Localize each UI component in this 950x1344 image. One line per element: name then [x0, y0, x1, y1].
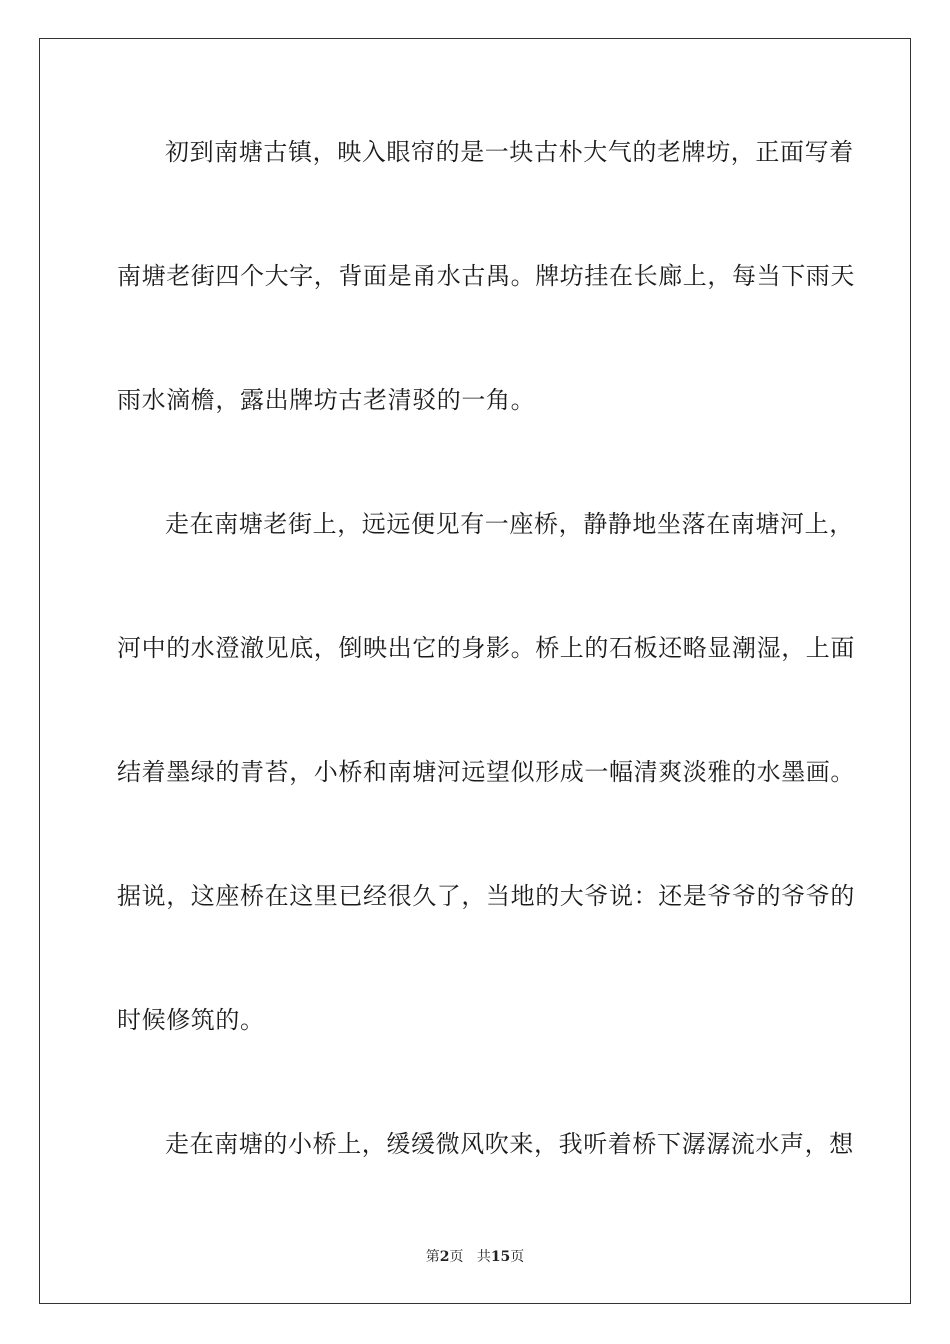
paragraph-2-line-3: 结着墨绿的青苔，小桥和南塘河远望似形成一幅清爽淡雅的水墨画。	[117, 758, 855, 786]
page-footer	[0, 1247, 950, 1267]
total-suffix: 页	[510, 1249, 525, 1265]
paragraph-1-line-2: 南塘老街四个大字，背面是甬水古禺。牌坊挂在长廊上，每当下雨天	[117, 262, 855, 290]
total-prefix: 共	[476, 1249, 491, 1265]
page-frame	[39, 38, 911, 1304]
paragraph-1-line-1: 初到南塘古镇，映入眼帘的是一块古朴大气的老牌坊，正面写着	[165, 138, 854, 166]
paragraph-2-line-2: 河中的水澄澈见底，倒映出它的身影。桥上的石板还略显潮湿，上面	[117, 634, 855, 662]
page-prefix: 第	[425, 1249, 440, 1265]
paragraph-1-line-3: 雨水滴檐，露出牌坊古老清驳的一角。	[117, 386, 536, 414]
paragraph-2-line-4: 据说，这座桥在这里已经很久了，当地的大爷说：还是爷爷的爷爷的	[117, 882, 855, 910]
page-suffix: 页	[449, 1249, 464, 1265]
total-pages: 15	[490, 1249, 511, 1265]
paragraph-2-line-5: 时候修筑的。	[117, 1006, 265, 1034]
page-number: 2	[439, 1249, 450, 1265]
paragraph-3-line-1: 走在南塘的小桥上，缓缓微风吹来，我听着桥下潺潺流水声，想	[165, 1130, 854, 1158]
paragraph-2-line-1: 走在南塘老街上，远远便见有一座桥，静静地坐落在南塘河上，	[165, 510, 854, 538]
